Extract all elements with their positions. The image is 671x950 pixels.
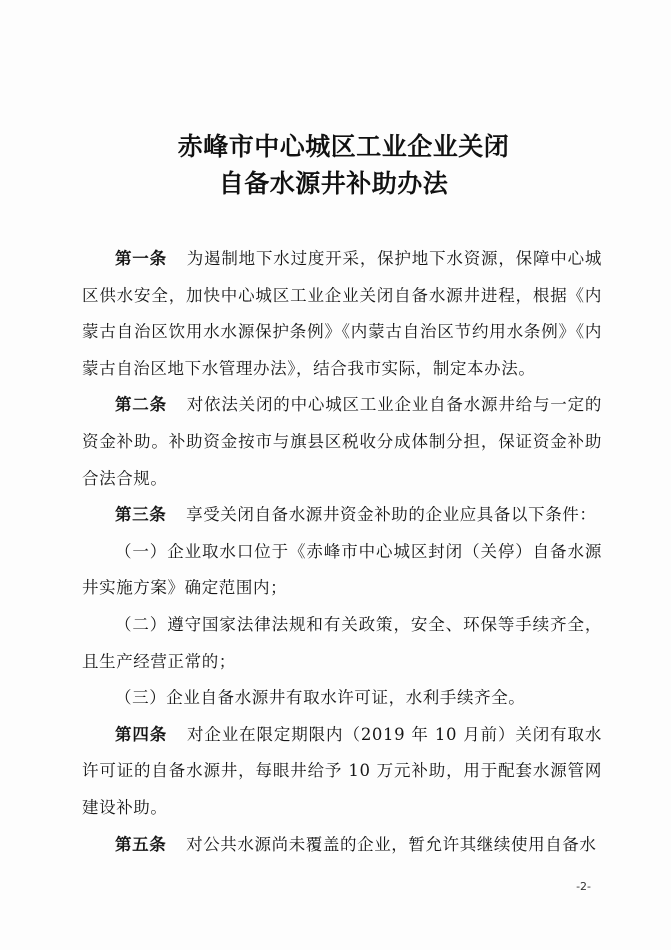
article-1-label: 第一条 xyxy=(115,249,167,268)
condition-3 xyxy=(82,680,602,717)
condition-2 xyxy=(82,607,602,680)
article-1-text: 为遏制地下水过度开采，保护地下水资源，保障中心城区供水安全，加快中心城区工业企业关闭自备水源井进程，根据《内蒙古自治区饮用水水源保护条例》《内蒙古自治区节约用水条例》《内蒙古自治区地下水管理办法》，结合我市实际，制定本办法。 xyxy=(82,249,602,378)
article-4 xyxy=(82,717,602,827)
document-body xyxy=(82,241,602,863)
article-2 xyxy=(82,387,602,497)
article-5-text: 对公共水源尚未覆盖的企业，暂允许其继续使用自备水 xyxy=(186,834,597,854)
condition-1-text: （一）企业取水口位于《赤峰市中心城区封闭（关停）自备水源井实施方案》确定范围内； xyxy=(82,541,602,598)
condition-1 xyxy=(82,534,602,607)
condition-3-text: （三）企业自备水源井有取水许可证，水利手续齐全。 xyxy=(115,688,526,708)
document-title-line-2: 自备水源井补助办法 xyxy=(218,169,449,198)
condition-2-text: （二）遵守国家法律法规和有关政策，安全、环保等手续齐全，且生产经营正常的； xyxy=(82,614,602,671)
article-4-text: 对企业在限定期限内（2019 年 10 月前）关闭有取水许可证的自备水源井，每眼井给予 10 万元补助，用于配套水源管网建设补助。 xyxy=(82,724,602,817)
article-3-label: 第三条 xyxy=(115,505,167,525)
article-2-label: 第二条 xyxy=(115,395,167,415)
document-title-line-1: 赤峰市中心城区工业企业关闭 xyxy=(177,132,510,161)
page-number: -2- xyxy=(576,880,591,893)
article-2-text: 对依法关闭的中心城区工业企业自备水源井给与一定的资金补助。补助资金按市与旗县区税收分成体制分担，保证资金补助合法合规。 xyxy=(82,395,602,488)
article-3 xyxy=(82,497,602,534)
article-5 xyxy=(82,827,602,864)
article-4-label: 第四条 xyxy=(115,724,168,744)
article-3-text: 享受关闭自备水源井资金补助的企业应具备以下条件： xyxy=(186,505,597,525)
article-5-label: 第五条 xyxy=(115,834,167,854)
article-1 xyxy=(82,241,602,387)
